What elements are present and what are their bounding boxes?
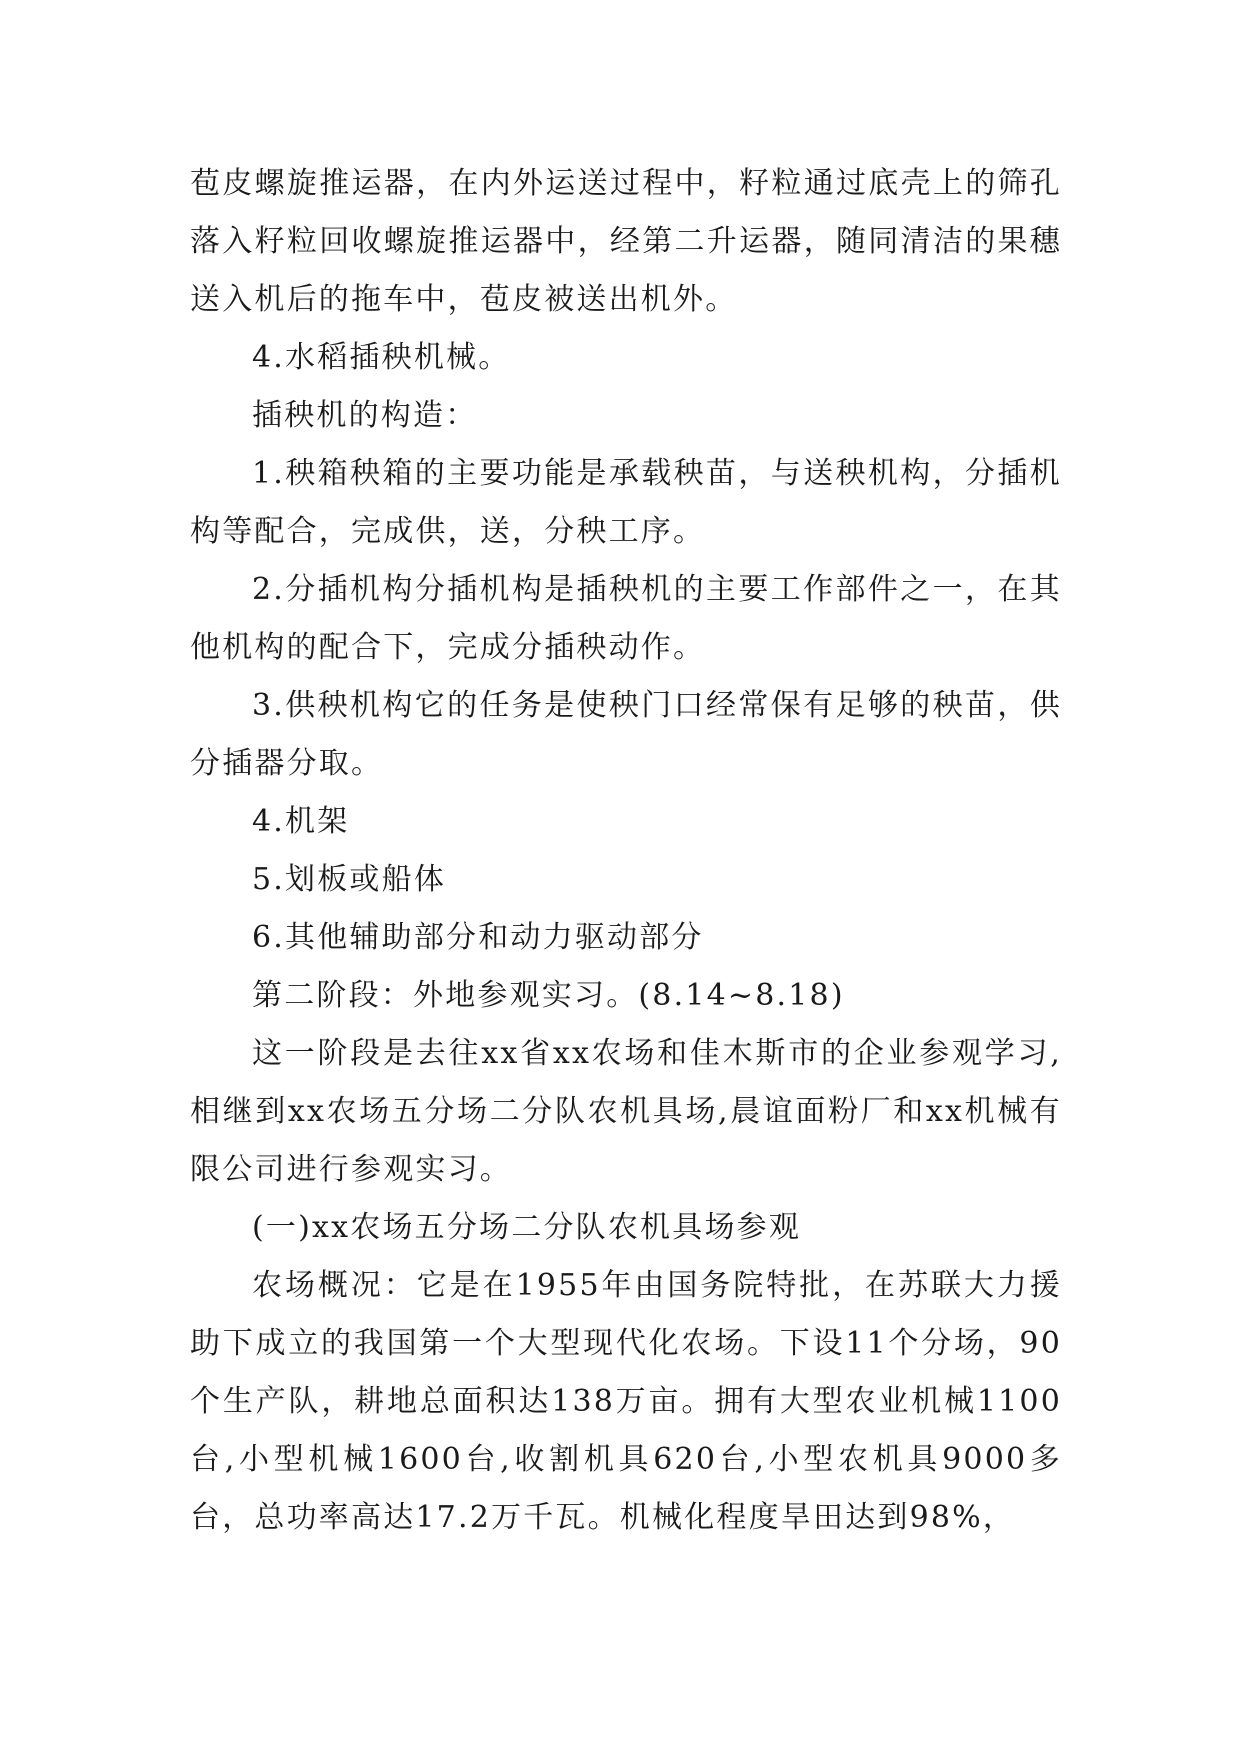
document-body [190, 155, 1062, 1547]
paragraph: 5.划板或船体 [252, 862, 447, 897]
section-heading: 第二阶段：外地参观实习。(8.14~8.18) [252, 978, 845, 1013]
paragraph: 这一阶段是去往xx省xx农场和佳木斯市的企业参观学习,相继到xx农场五分场二分队农机具场,晨谊面粉厂和xx机械有限公司进行参观实习。 [190, 1036, 1062, 1187]
paragraph: 农场概况：它是在1955年由国务院特批，在苏联大力援助下成立的我国第一个大型现代化农场。下设11个分场，90个生产队，耕地总面积达138万亩。拥有大型农业机械1100台,小型机械1600台,收割机具620台,小型农机具9000多台，总功率高达17.2万千瓦。机械化程度旱田达到98%， [190, 1268, 1062, 1535]
paragraph: 苞皮螺旋推运器，在内外运送过程中，籽粒通过底壳上的筛孔落入籽粒回收螺旋推运器中，经第二升运器，随同清洁的果穗送入机后的拖车中，苞皮被送出机外。 [190, 166, 1062, 317]
paragraph: 3.供秧机构它的任务是使秧门口经常保有足够的秧苗，供分插器分取。 [190, 688, 1062, 781]
paragraph: 1.秧箱秧箱的主要功能是承载秧苗，与送秧机构，分插机构等配合，完成供，送，分秧工序。 [190, 456, 1062, 549]
paragraph: 插秧机的构造： [252, 398, 478, 433]
paragraph: 2.分插机构分插机构是插秧机的主要工作部件之一，在其他机构的配合下，完成分插秧动作。 [190, 572, 1062, 665]
paragraph: 4.机架 [252, 804, 350, 839]
paragraph: 6.其他辅助部分和动力驱动部分 [252, 920, 704, 955]
paragraph: 4.水稻插秧机械。 [252, 340, 511, 375]
subsection-heading: (一)xx农场五分场二分队农机具场参观 [252, 1210, 802, 1245]
